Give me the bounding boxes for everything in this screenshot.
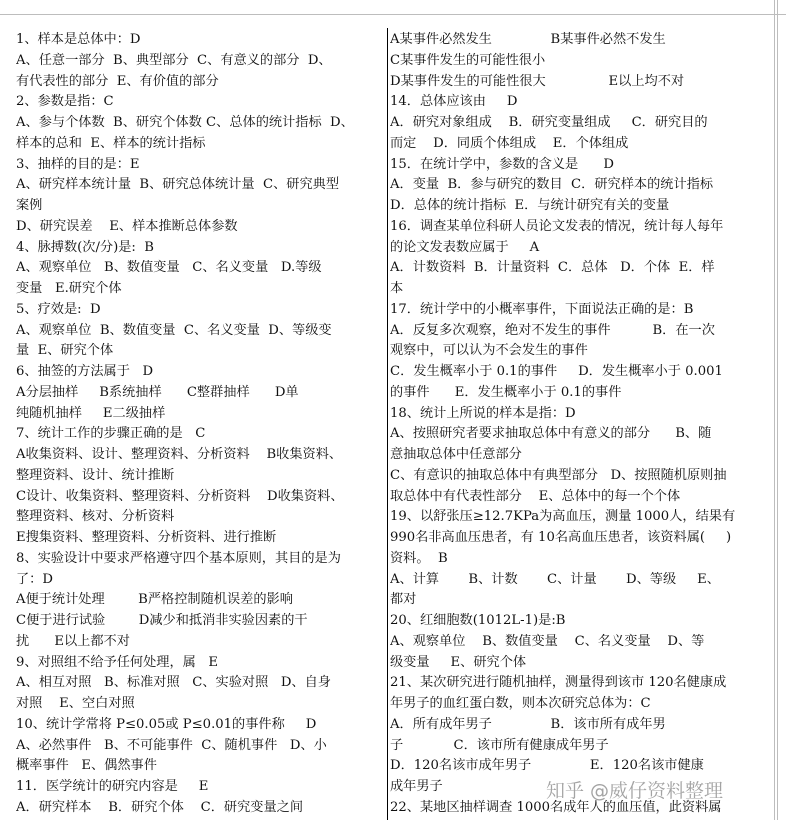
text-line: D、研究误差 E、样本推断总体参数 — [16, 218, 238, 234]
text-line: D某事件发生的可能性很大 E以上均不对 — [390, 73, 685, 89]
text-line: 变量 E.研究个体 — [16, 281, 122, 296]
text-line: C、有意识的抽取总体中有典型部分 D、按照随机原则抽 — [390, 467, 727, 483]
text-line: A某事件必然发生 B某事件必然不发生 — [390, 32, 666, 47]
text-line: C便于进行试验 D减少和抵消非实验因素的干 — [16, 613, 308, 628]
text-line: A便于统计处理 B严格控制随机误差的影响 — [16, 592, 293, 608]
text-line: 意抽取总体中任意部分 — [390, 447, 522, 462]
text-line: A．计数资料 B．计量资料 C．总体 D．个体 E．样 — [390, 260, 715, 276]
text-line: A、观察单位 B、数值变量 C、名义变量 D.等级 — [16, 260, 322, 276]
text-line: 4、脉搏数(次/分)是: B — [16, 239, 154, 255]
text-line: 都对 — [390, 592, 417, 608]
text-line: 7、统计工作的步骤正确的是 C — [16, 426, 206, 442]
right-column — [390, 30, 738, 819]
text-line: 扰 E以上都不对 — [16, 633, 130, 649]
text-line: 9、对照组不给予任何处理，属 E — [16, 654, 219, 670]
text-line: 概率事件 E、偶然事件 — [16, 758, 157, 774]
text-line: A、参与个体数 B、研究个体数 C、总体的统计指标 D、 — [16, 115, 354, 130]
text-line: A．研究样本 B．研究个体 C．研究变量之间 — [16, 799, 304, 815]
text-line: 10、统计学常将 P≤0.05或 P≤0.01的事件称 D — [16, 716, 317, 732]
text-line: 16．调查某单位科研人员论文发表的情况，统计每人每年 — [390, 218, 724, 234]
text-line: 20、红细胞数(1012L-1)是:B — [390, 613, 566, 628]
text-line: 17．统计学中的小概率事件，下面说法正确的是：B — [390, 301, 694, 317]
text-line: 本 — [390, 281, 404, 296]
text-line: 18、统计上所说的样本是指：D — [390, 405, 576, 421]
text-line: 取总体中有代表性部分 E、总体中的每一个个体 — [390, 488, 681, 504]
text-line: 有代表性的部分 E、有价值的部分 — [16, 73, 219, 89]
text-line: A、必然事件 B、不可能事件 C、随机事件 D、小 — [16, 737, 327, 753]
text-line: C．发生概率小于 0.1的事件 D．发生概率小于 0.001 — [390, 364, 723, 379]
text-line: 15．在统计学中，参数的含义是 D — [390, 156, 614, 172]
text-line: A、观察单位 B、数值变量 C、名义变量 D、等级变 — [16, 322, 332, 338]
text-line: 19、以舒张压≥12.7KPa为高血压，测量 1000人，结果有 — [390, 509, 736, 525]
page-top-border — [0, 0, 786, 15]
text-line: 量 E、研究个体 — [16, 343, 114, 359]
text-line: 2、参数是指：C — [16, 94, 114, 110]
text-line: 成年男子 — [390, 779, 443, 794]
text-line: 年男子的血红蛋白数，则本次研究总体为：C — [390, 696, 651, 711]
text-line: 对照 E、空白对照 — [16, 696, 135, 711]
page-right-edge — [774, 0, 778, 820]
text-line: 级变量 E、研究个体 — [390, 654, 527, 670]
left-column — [16, 30, 376, 819]
text-line: A、观察单位 B、数值变量 C、名义变量 D、等 — [390, 633, 705, 649]
text-line: 观察中，可以认为不会发生的事件 — [390, 343, 588, 359]
text-line: A．研究对象组成 B．研究变量组成 C．研究目的 — [390, 115, 708, 130]
text-line: 纯随机抽样 E二级抽样 — [16, 405, 166, 421]
text-line: A、按照研究者要求抽取总体中有意义的部分 B、随 — [390, 426, 712, 442]
text-line: 整理资料、核对、分析资料 — [16, 509, 175, 525]
text-line: A分层抽样 B系统抽样 C整群抽样 D单 — [16, 384, 299, 400]
text-line: 资料。 B — [390, 550, 448, 566]
text-line: 的论文发表数应属于 A — [390, 239, 540, 255]
text-line: A、计算 B、计数 C、计量 D、等级 E、 — [390, 571, 720, 587]
watermark: 知乎 @威仔资料整理 — [546, 780, 724, 802]
text-line: 子 C．该市所有健康成年男子 — [390, 737, 609, 753]
text-line: E搜集资料、整理资料、分析资料、进行推断 — [16, 530, 277, 545]
text-line: 21、某次研究进行随机抽样，测量得到该市 120名健康成 — [390, 675, 727, 691]
text-line: A．反复多次观察，绝对不发生的事件 B．在一次 — [390, 322, 715, 338]
text-line: 整理资料、设计、统计推断 — [16, 467, 175, 483]
text-line: D．总体的统计指标 E．与统计研究有关的变量 — [390, 198, 670, 213]
text-line: A收集资料、设计、整理资料、分析资料 B收集资料、 — [16, 447, 343, 462]
text-line: 1、样本是总体中：D — [16, 32, 141, 47]
text-line: C设计、收集资料、整理资料、分析资料 D收集资料、 — [16, 488, 344, 504]
text-line: C某事件发生的可能性很小 — [390, 52, 546, 68]
text-line: 22、某地区抽样调查 1000名成年人的血压值，此资料属 — [390, 799, 722, 815]
text-line: 而定 D．同质个体组成 E．个体组成 — [390, 135, 629, 151]
text-line: A．所有成年男子 B．该市所有成年男 — [390, 716, 666, 732]
text-line: 3、抽样的目的是：E — [16, 156, 140, 172]
text-line: D．120名该市成年男子 E．120名该市健康 — [390, 758, 704, 774]
text-line: 14．总体应该由 D — [390, 94, 518, 110]
text-line: 8、实验设计中要求严格遵守四个基本原则，其目的是为 — [16, 550, 341, 566]
text-line: 的事件 E．发生概率小于 0.1的事件 — [390, 384, 622, 400]
column-divider — [387, 28, 388, 820]
text-line: 样本的总和 E、样本的统计指标 — [16, 135, 206, 151]
text-line: A、研究样本统计量 B、研究总体统计量 C、研究典型 — [16, 177, 340, 193]
text-line: 5、疗效是: D — [16, 301, 101, 317]
text-line: A、任意一部分 B、典型部分 C、有意义的部分 D、 — [16, 52, 332, 68]
text-line: 案例 — [16, 198, 43, 213]
text-line: 了：D — [16, 571, 53, 587]
text-line: 6、抽签的方法属于 D — [16, 364, 154, 379]
text-line: 11．医学统计的研究内容是 E — [16, 779, 209, 794]
text-line: 990名非高血压患者，有 10名高血压患者，该资料属( ) — [390, 530, 732, 545]
text-line: A．变量 B．参与研究的数目 C．研究样本的统计指标 — [390, 177, 714, 193]
text-line: A、相互对照 B、标准对照 C、实验对照 D、自身 — [16, 675, 331, 691]
